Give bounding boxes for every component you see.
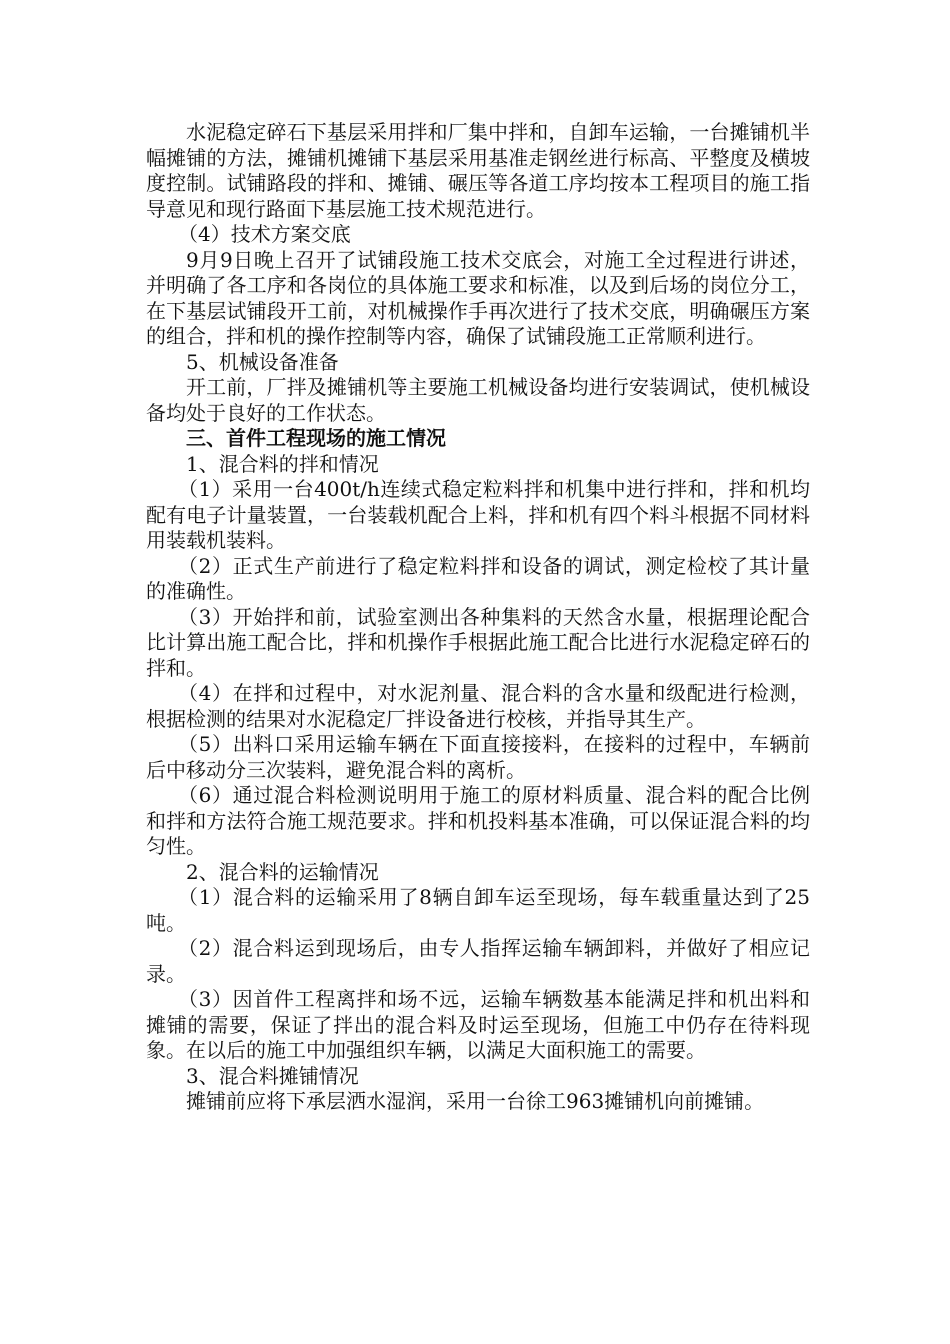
paragraph: （1）采用一台400t/h连续式稳定粒料拌和机集中进行拌和，拌和机均配有电子计量装置，一台装载机配合上料，拌和机有四个料斗根据不同材料用装载机装料。 [146, 477, 810, 552]
section-subheading: （4）技术方案交底 [178, 222, 351, 246]
section-heading: 三、首件工程现场的施工情况 [186, 426, 446, 450]
section-subheading: 5、机械设备准备 [186, 349, 339, 374]
paragraph: 水泥稳定碎石下基层采用拌和厂集中拌和，自卸车运输，一台摊铺机半幅摊铺的方法，摊铺机摊铺下基层采用基准走钢丝进行标高、平整度及横坡度控制。试铺路段的拌和、摊铺、碾压等各道工序均按本工程项目的施工指导意见和现行路面下基层施工技术规范进行。 [146, 120, 810, 221]
paragraph: （5）出料口采用运输车辆在下面直接接料，在接料的过程中，车辆前后中移动分三次装料，避免混合料的离析。 [146, 732, 810, 782]
section-subheading: 3、混合料摊铺情况 [186, 1063, 359, 1088]
paragraph: 9月9日晚上召开了试铺段施工技术交底会，对施工全过程进行讲述，并明确了各工序和各岗位的具体施工要求和标准，以及到后场的岗位分工，在下基层试铺段开工前，对机械操作手再次进行了技术交底，明确碾压方案的组合，拌和机的操作控制等内容，确保了试铺段施工正常顺利进行。 [146, 247, 810, 348]
document-page [146, 120, 810, 1115]
section-subheading: 1、混合料的拌和情况 [186, 451, 379, 476]
paragraph: （6）通过混合料检测说明用于施工的原材料质量、混合料的配合比例和拌和方法符合施工规范要求。拌和机投料基本准确，可以保证混合料的均匀性。 [146, 783, 810, 858]
paragraph: 摊铺前应将下承层洒水湿润，采用一台徐工963摊铺机向前摊铺。 [186, 1089, 765, 1113]
paragraph: 开工前，厂拌及摊铺机等主要施工机械设备均进行安装调试，使机械设备均处于良好的工作状态。 [146, 375, 810, 425]
paragraph: （4）在拌和过程中，对水泥剂量、混合料的含水量和级配进行检测，根据检测的结果对水泥稳定厂拌设备进行校核，并指导其生产。 [146, 681, 810, 731]
section-subheading: 2、混合料的运输情况 [186, 859, 379, 884]
paragraph: （2）正式生产前进行了稳定粒料拌和设备的调试，测定检校了其计量的准确性。 [146, 553, 810, 603]
paragraph: （3）开始拌和前，试验室测出各种集料的天然含水量，根据理论配合比计算出施工配合比，拌和机操作手根据此施工配合比进行水泥稳定碎石的拌和。 [146, 604, 810, 680]
paragraph: （2）混合料运到现场后，由专人指挥运输车辆卸料，并做好了相应记录。 [146, 936, 810, 986]
paragraph: （3）因首件工程离拌和场不远，运输车辆数基本能满足拌和机出料和摊铺的需要，保证了拌出的混合料及时运至现场，但施工中仍存在待料现象。在以后的施工中加强组织车辆，以满足大面积施工的需要。 [146, 987, 810, 1062]
paragraph: （1）混合料的运输采用了8辆自卸车运至现场，每车载重量达到了25吨。 [146, 885, 810, 935]
